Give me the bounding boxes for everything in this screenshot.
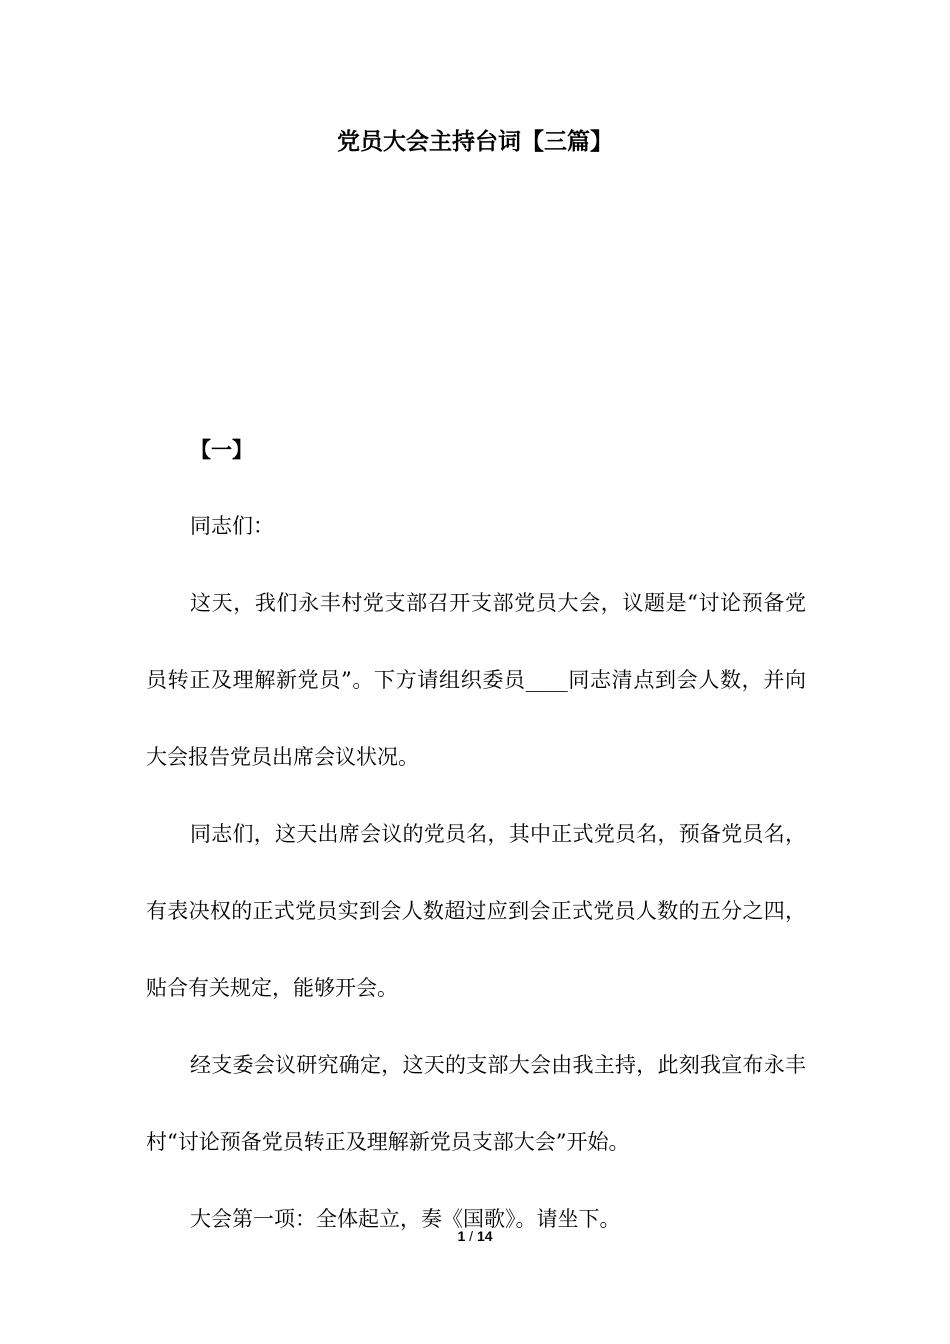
- document-title: 党员大会主持台词【三篇】: [337, 129, 613, 155]
- section-heading: 【一】: [190, 437, 253, 462]
- paragraph-agenda-item-1: 大会第一项：全体起立，奏《国歌》。请坐下。: [190, 1207, 621, 1231]
- paragraph-announcement: 经支委会议研究确定，这天的支部大会由我主持，此刻我宣布永丰村“讨论预备党员转正及理解新党员支部大会”开始。: [146, 1053, 806, 1154]
- page-separator: /: [469, 1228, 474, 1244]
- document-body: [146, 411, 806, 1258]
- page-total: 14: [476, 1228, 493, 1244]
- paragraph-opening: 这天，我们永丰村党支部召开支部党员大会，议题是“讨论预备党员转正及理解新党员”。下方请组织委员____同志清点到会人数，并向大会报告党员出席会议状况。: [146, 591, 806, 769]
- paragraph-attendance: 同志们，这天出席会议的党员名，其中正式党员名，预备党员名，有表决权的正式党员实到会人数超过应到会正式党员人数的五分之四，贴合有关规定，能够开会。: [146, 822, 806, 1000]
- paragraph-greeting: 同志们：: [190, 514, 274, 538]
- page-number: [0, 1226, 950, 1246]
- page-current: 1: [457, 1228, 466, 1244]
